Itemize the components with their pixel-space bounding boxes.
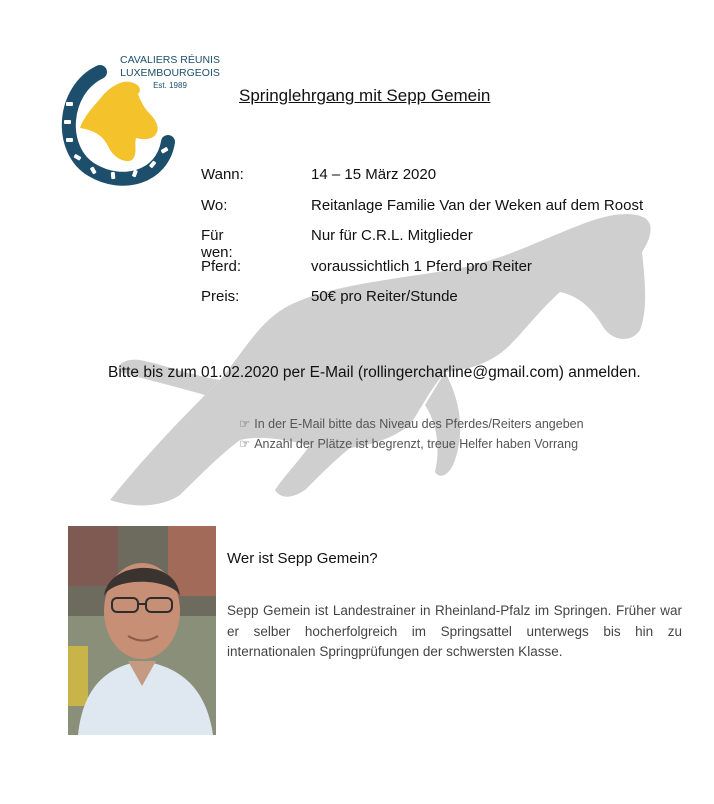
info-value: Reitanlage Familie Van der Weken auf dem Roost xyxy=(311,196,644,214)
note-text: Anzahl der Plätze ist begrenzt, treue Helfer haben Vorrang xyxy=(254,437,579,451)
trainer-photo xyxy=(68,526,216,735)
page-title: Springlehrgang mit Sepp Gemein xyxy=(239,86,491,105)
note-item xyxy=(239,436,584,456)
bio-text: Sepp Gemein ist Landestrainer in Rheinland-Pfalz im Springen. Früher war er selber hocherfolgreich im Springsattel unterwegs bis hin zu internationalen Springprüfungen der schwersten Klasse. xyxy=(227,603,682,659)
logo-line-2: LUXEMBOURGEOIS xyxy=(120,67,220,79)
info-label: Wann: xyxy=(201,166,244,183)
logo-text xyxy=(118,54,222,91)
jumping-horse-watermark xyxy=(70,200,670,520)
info-value: voraussichtlich 1 Pferd pro Reiter xyxy=(311,257,532,275)
info-label: Preis: xyxy=(201,288,240,305)
info-value: 50€ pro Reiter/Stunde xyxy=(311,288,458,305)
registration-text: Bitte bis zum 01.02.2020 per E-Mail (rollingercharline@gmail.com) anmelden. xyxy=(108,364,641,381)
notes-list xyxy=(239,416,584,456)
horse-head-icon xyxy=(80,82,158,161)
info-value: Nur für C.R.L. Mitglieder xyxy=(311,227,473,244)
pointing-hand-icon: ☞ xyxy=(239,437,251,451)
logo-est: Est. 1989 xyxy=(153,81,187,90)
pointing-hand-icon: ☞ xyxy=(239,417,251,431)
info-label: Für wen: xyxy=(201,227,233,261)
info-label: Wo: xyxy=(201,196,228,214)
note-text: In der E-Mail bitte das Niveau des Pferdes/Reiters angeben xyxy=(254,417,584,431)
info-label: Pferd: xyxy=(201,257,242,275)
logo-line-1: CAVALIERS RÉUNIS xyxy=(120,54,220,66)
info-value: 14 – 15 März 2020 xyxy=(311,166,437,183)
bio-heading: Wer ist Sepp Gemein? xyxy=(227,550,378,567)
note-item xyxy=(239,416,584,436)
